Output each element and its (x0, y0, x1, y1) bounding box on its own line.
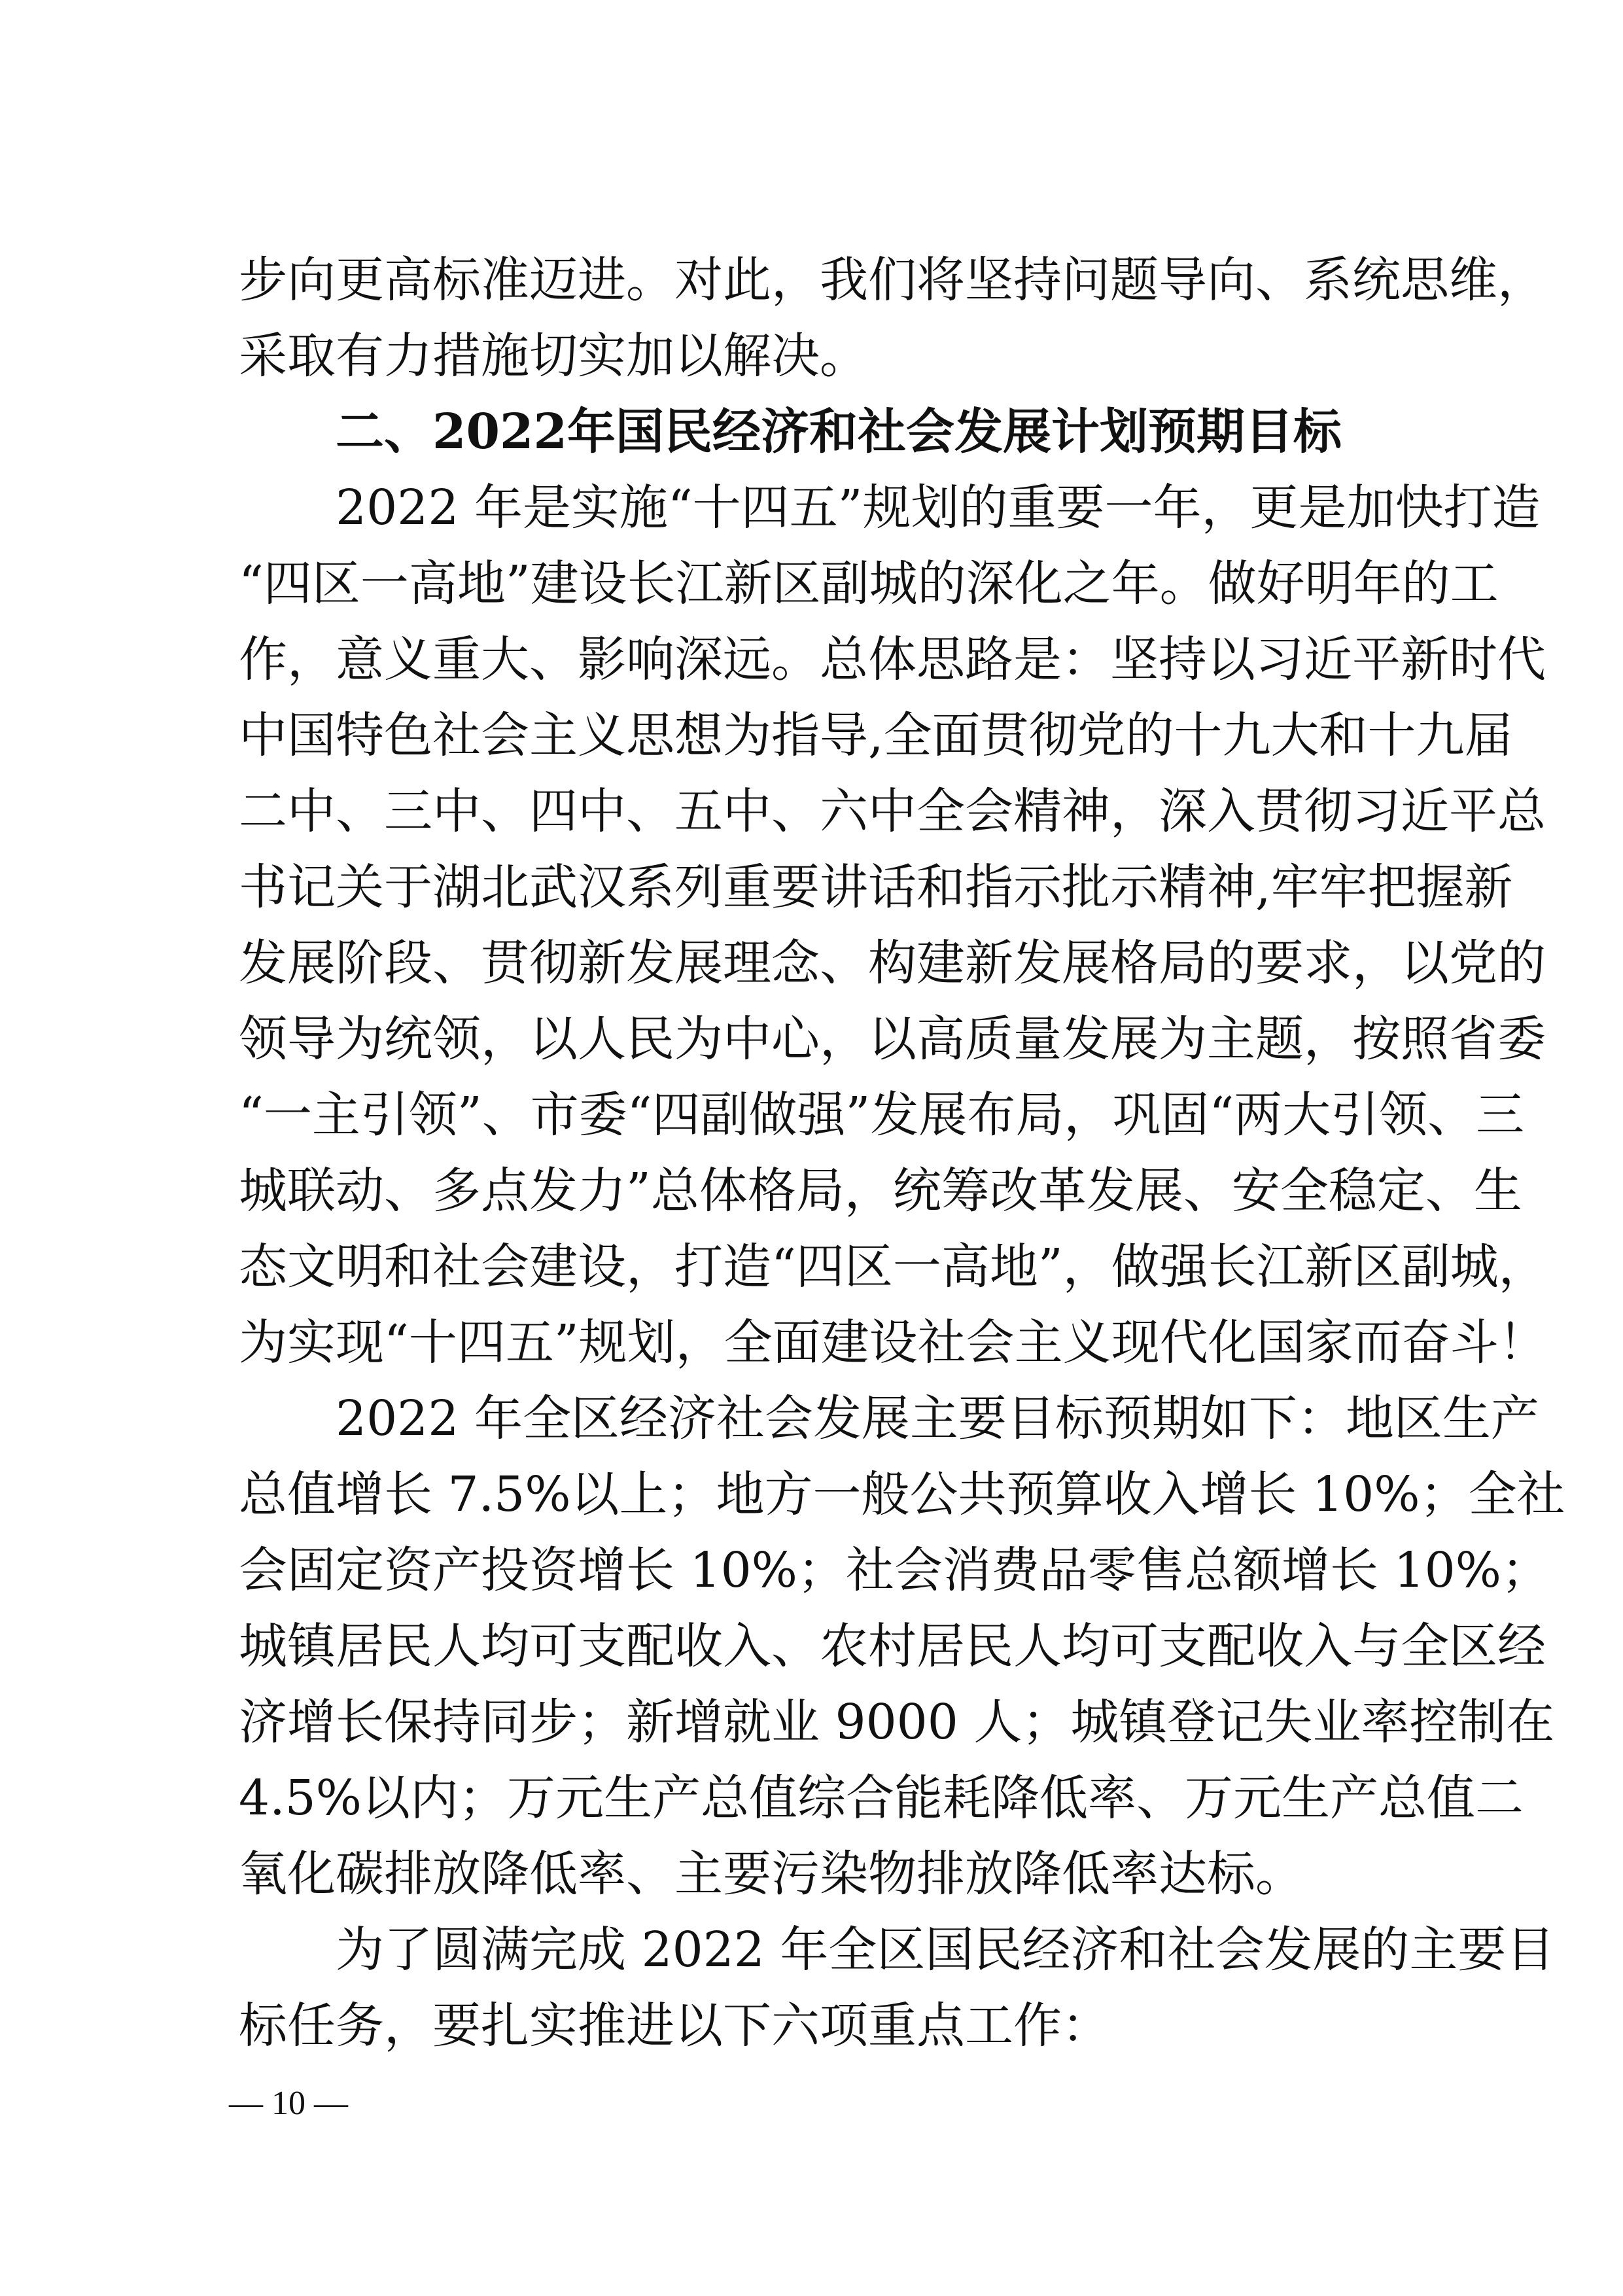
text-line: 步向更高标准迈进。对此，我们将坚持问题导向、系统思维， (239, 252, 1546, 308)
text-line: 中国特色社会主义思想为指导,全面贯彻党的十九大和十九届 (239, 707, 1513, 764)
text-line: 4.5%以内；万元生产总值综合能耗降低率、万元生产总值二 (239, 1770, 1524, 1826)
text-line: 济增长保持同步；新增就业 9000 人；城镇登记失业率控制在 (239, 1694, 1555, 1750)
section-heading: 二、2022年国民经济和社会发展计划预期目标 (239, 404, 1342, 460)
text-line: 2022 年是实施“十四五”规划的重要一年，更是加快打造 (239, 480, 1541, 536)
text-line: 领导为统领，以人民为中心，以高质量发展为主题，按照省委 (239, 1011, 1546, 1067)
text-line: 为了圆满完成 2022 年全区国民经济和社会发展的主要目 (239, 1922, 1555, 1978)
text-line: 2022 年全区经济社会发展主要目标预期如下：地区生产 (239, 1390, 1539, 1447)
text-line: 会固定资产投资增长 10%；社会消费品零售总额增长 10%； (239, 1542, 1550, 1598)
text-line: 二中、三中、四中、五中、六中全会精神，深入贯彻习近平总 (239, 783, 1546, 839)
text-line: 态文明和社会建设，打造“四区一高地”，做强长江新区副城， (239, 1239, 1547, 1295)
text-line: 城镇居民人均可支配收入、农村居民人均可支配收入与全区经 (239, 1618, 1546, 1674)
page-number: — 10 — (229, 2085, 348, 2122)
text-line: 发展阶段、贯彻新发展理念、构建新发展格局的要求，以党的 (239, 935, 1546, 991)
text-line: 城联动、多点发力”总体格局，统筹改革发展、安全稳定、生 (239, 1163, 1522, 1219)
text-line: “一主引领”、市委“四副做强”发展布局，巩固“两大引领、三 (239, 1087, 1525, 1143)
text-line: “四区一高地”建设长江新区副城的深化之年。做好明年的工 (239, 556, 1499, 612)
document-body (239, 242, 1565, 2064)
text-line: 采取有力措施切实加以解决。 (239, 328, 868, 384)
text-line: 氧化碳排放降低率、主要污染物排放降低率达标。 (239, 1846, 1304, 1902)
text-line: 标任务，要扎实推进以下六项重点工作： (239, 1998, 1110, 2054)
text-line: 作，意义重大、影响深远。总体思路是：坚持以习近平新时代 (239, 631, 1546, 688)
text-line: 为实现“十四五”规划，全面建设社会主义现代化国家而奋斗！ (239, 1315, 1547, 1371)
text-line: 总值增长 7.5%以上；地方一般公共预算收入增长 10%；全社 (239, 1466, 1565, 1523)
text-line: 书记关于湖北武汉系列重要讲话和指示批示精神,牢牢把握新 (239, 859, 1513, 915)
